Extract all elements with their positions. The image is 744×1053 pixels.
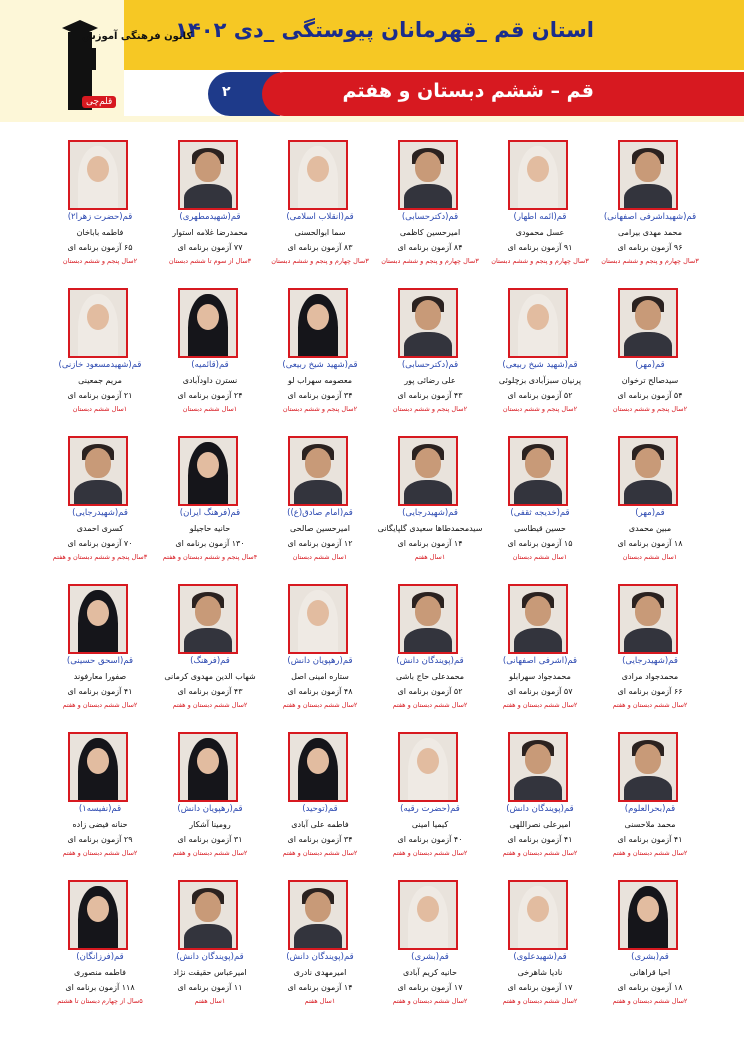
student-grade: ۲سال ششم دبستان و هفتم (612, 997, 688, 1005)
student-school: قم(نفیسه۱) (78, 804, 122, 814)
student-card (483, 584, 601, 724)
student-photo (178, 288, 238, 358)
student-card (483, 436, 601, 576)
student-school: قم(شهیدمسعود خازنی) (58, 360, 142, 370)
student-school: قم(رهپویان دانش) (177, 804, 243, 814)
student-card (593, 732, 711, 872)
student-card (153, 880, 271, 1020)
student-exam-count: ۲۱ آزمون برنامه ای (67, 391, 133, 400)
student-exam-count: ۵۲ آزمون برنامه ای (507, 391, 573, 400)
student-name: محمدجواد مرادی (621, 672, 679, 681)
student-card (593, 880, 711, 1020)
student-name: محمد مهدی بیرامی (617, 228, 683, 237)
student-grade: ۲سال پنجم و ششم دبستان (502, 405, 578, 413)
student-school: قم(اشرفی اصفهانی) (502, 656, 578, 666)
student-name: علی رضائی پور (404, 376, 456, 385)
student-school: قم(شهیدمطهری) (179, 212, 241, 222)
student-name: محمدعلی حاج باشی (395, 672, 465, 681)
student-exam-count: ۱۳۰ آزمون برنامه ای (175, 539, 245, 548)
student-school: قم(امام صادق(ع)) (287, 508, 353, 518)
student-exam-count: ۴۱ آزمون برنامه ای (507, 835, 573, 844)
student-school: قم(قائمیه) (191, 360, 229, 370)
student-school: قم(شهیدرجایی) (622, 656, 678, 666)
student-exam-count: ۴۳ آزمون برنامه ای (397, 391, 463, 400)
student-exam-count: ۱۷ آزمون برنامه ای (507, 983, 573, 992)
page-number: ۲ (222, 84, 231, 100)
student-name: ستاره امینی اصل (291, 672, 349, 681)
student-exam-count: ۴۱ آزمون برنامه ای (617, 835, 683, 844)
student-grade: ۲سال ششم دبستان و هفتم (392, 701, 468, 709)
student-photo (288, 288, 348, 358)
student-photo (68, 584, 128, 654)
student-grade: ۲سال پنجم و ششم دبستان (62, 257, 138, 265)
student-school: قم(اسحق حسینی) (66, 656, 134, 666)
student-grade: ۱سال ششم دبستان (72, 405, 128, 413)
student-name: امیرعباس حقیقت نژاد (173, 968, 247, 977)
student-card (483, 288, 601, 428)
student-grade: ۲سال ششم دبستان و هفتم (502, 701, 578, 709)
student-name: شهاب الدین مهدوی کرمانی (164, 672, 256, 681)
student-grade: ۴سال پنجم و ششم دبستان و هفتم (162, 553, 258, 561)
student-name: حانیه حاجیلو (189, 524, 231, 533)
student-grade: ۱سال ششم دبستان (292, 553, 348, 561)
student-school: قم(شهیدرجایی) (72, 508, 128, 518)
student-exam-count: ۱۷ آزمون برنامه ای (397, 983, 463, 992)
student-grade: ۲سال ششم دبستان و هفتم (392, 997, 468, 1005)
student-grade: ۳سال چهارم و پنجم و ششم دبستان (601, 257, 699, 265)
student-photo (508, 880, 568, 950)
student-card (43, 140, 161, 280)
student-grade: ۱سال هفتم (194, 997, 226, 1005)
student-name: کسری احمدی (76, 524, 124, 533)
student-grade: ۲سال پنجم و ششم دبستان (282, 405, 358, 413)
student-grade: ۲سال ششم دبستان و هفتم (282, 849, 358, 857)
student-grade: ۲سال ششم دبستان و هفتم (502, 849, 578, 857)
student-exam-count: ۱۸ آزمون برنامه ای (617, 539, 683, 548)
student-name: صفورا معارفوند (73, 672, 127, 681)
student-grade: ۱سال هفتم (414, 553, 446, 561)
student-exam-count: ۵۴ آزمون برنامه ای (617, 391, 683, 400)
student-name: مبین محمدی (628, 524, 672, 533)
page-title: استان قم _قهرمانان پیوستگی _دی ۱۴۰۲ (175, 18, 594, 42)
student-grade: ۲سال ششم دبستان و هفتم (62, 701, 138, 709)
student-exam-count: ۶۶ آزمون برنامه ای (617, 687, 683, 696)
student-name: محمدجواد سهرابلو (509, 672, 571, 681)
student-school: قم(دکترحسابی) (401, 360, 459, 370)
student-school: قم(شهیداشرفی اصفهانی) (603, 212, 697, 222)
student-name: عسل محمودی (515, 228, 565, 237)
student-school: قم(ائمه اطهار) (513, 212, 567, 222)
student-school: قم(بحرالعلوم) (624, 804, 676, 814)
student-grade: ۱سال ششم دبستان (512, 553, 568, 561)
student-exam-count: ۱۴ آزمون برنامه ای (287, 983, 353, 992)
student-card (263, 288, 381, 428)
student-card (263, 140, 381, 280)
student-card (153, 288, 271, 428)
student-grade: ۳سال چهارم و پنجم و ششم دبستان (491, 257, 589, 265)
student-exam-count: ۳۱ آزمون برنامه ای (177, 835, 243, 844)
student-grade: ۲سال ششم دبستان و هفتم (392, 849, 468, 857)
student-grade: ۱سال هفتم (304, 997, 336, 1005)
student-school: قم(بشری) (631, 952, 669, 962)
student-school: قم(مهر) (635, 360, 665, 370)
student-photo (288, 140, 348, 210)
student-card (263, 732, 381, 872)
student-exam-count: ۷۷ آزمون برنامه ای (177, 243, 243, 252)
student-school: قم(شهیدرجایی) (402, 508, 458, 518)
student-card (373, 288, 491, 428)
student-exam-count: ۲۴ آزمون برنامه ای (177, 391, 243, 400)
student-exam-count: ۱۱۸ آزمون برنامه ای (65, 983, 135, 992)
student-photo (398, 288, 458, 358)
student-school: قم(پویندگان دانش) (506, 804, 574, 814)
student-name: فاطمه علی آبادی (291, 820, 349, 829)
student-photo (178, 436, 238, 506)
student-grade: ۲سال ششم دبستان و هفتم (612, 701, 688, 709)
student-name: نسترن داودآبادی (182, 376, 238, 385)
student-photo (178, 880, 238, 950)
student-card (43, 880, 161, 1020)
student-card (593, 584, 711, 724)
student-photo (68, 436, 128, 506)
student-name: حانیه کریم آبادی (403, 968, 457, 977)
student-exam-count: ۱۲ آزمون برنامه ای (287, 539, 353, 548)
student-photo (288, 880, 348, 950)
student-card (483, 732, 601, 872)
student-grade: ۳سال چهارم و پنجم و ششم دبستان (271, 257, 369, 265)
student-exam-count: ۹۶ آزمون برنامه ای (617, 243, 683, 252)
student-name: معصومه سهراب لو (287, 376, 352, 385)
student-name: پرنیان سبزآبادی بزچلوئی (498, 376, 582, 385)
student-exam-count: ۸۴ آزمون برنامه ای (397, 243, 463, 252)
student-name: حنانه فیضی زاده (72, 820, 128, 829)
student-photo (508, 584, 568, 654)
student-exam-count: ۱۵ آزمون برنامه ای (507, 539, 573, 548)
student-exam-count: ۳۴ آزمون برنامه ای (287, 391, 353, 400)
student-exam-count: ۱۸ آزمون برنامه ای (617, 983, 683, 992)
student-grade: ۳سال از سوم تا ششم دبستان (168, 257, 252, 265)
student-photo (398, 436, 458, 506)
student-card (263, 584, 381, 724)
student-exam-count: ۱۱ آزمون برنامه ای (177, 983, 243, 992)
student-card (153, 732, 271, 872)
student-grade: ۲سال ششم دبستان و هفتم (172, 701, 248, 709)
page-subtitle: قم – ششم دبستان و هفتم (342, 80, 594, 102)
student-name: امیرحسین صالحی (290, 524, 350, 533)
student-name: سما ابوالحسنی (294, 228, 346, 237)
student-exam-count: ۴۸ آزمون برنامه ای (287, 687, 353, 696)
student-school: قم(حضرت رقیه) (400, 804, 460, 814)
student-photo (618, 140, 678, 210)
student-card (593, 288, 711, 428)
student-photo (288, 436, 348, 506)
student-exam-count: ۱۴ آزمون برنامه ای (397, 539, 463, 548)
student-exam-count: ۸۳ آزمون برنامه ای (287, 243, 353, 252)
student-photo (178, 732, 238, 802)
student-name: حسین قیطاسی (514, 524, 566, 533)
student-photo (288, 584, 348, 654)
student-grade: ۲سال ششم دبستان و هفتم (282, 701, 358, 709)
student-photo (398, 732, 458, 802)
student-school: قم(فرزانگان) (76, 952, 124, 962)
student-card (373, 732, 491, 872)
student-photo (618, 584, 678, 654)
student-photo (68, 288, 128, 358)
student-school: قم(مهر) (635, 508, 665, 518)
student-name: امیرحسین کاظمی (399, 228, 461, 237)
student-name: امیرعلی نصراللهی (509, 820, 571, 829)
student-school: قم(انقلاب اسلامی) (286, 212, 354, 222)
student-name: امیرمهدی نادری (293, 968, 347, 977)
student-name: مریم جمعینی (78, 376, 122, 385)
student-photo (398, 880, 458, 950)
student-photo (508, 436, 568, 506)
student-grade: ۲سال ششم دبستان و هفتم (62, 849, 138, 857)
student-card (263, 880, 381, 1020)
student-exam-count: ۵۲ آزمون برنامه ای (397, 687, 463, 696)
logo-badge: قلم‌چی (82, 96, 116, 108)
student-exam-count: ۶۵ آزمون برنامه ای (67, 243, 133, 252)
student-card (373, 880, 491, 1020)
student-name: سیدمحمدطاها سعیدی گلپایگانی (377, 524, 483, 533)
student-exam-count: ۹۱ آزمون برنامه ای (507, 243, 573, 252)
student-school: قم(پویندگان دانش) (286, 952, 354, 962)
student-photo (178, 584, 238, 654)
student-name: نادیا شاهرخی (517, 968, 563, 977)
student-school: قم(شهید شیخ ربیعی) (282, 360, 358, 370)
student-card (263, 436, 381, 576)
student-grade: ۲سال پنجم و ششم دبستان (392, 405, 468, 413)
student-grade: ۳سال چهارم و پنجم و ششم دبستان (381, 257, 479, 265)
student-photo (618, 436, 678, 506)
student-name: کیمیا امینی (411, 820, 449, 829)
student-card (373, 140, 491, 280)
student-photo (618, 880, 678, 950)
logo-text: کانون فرهنگی آموزش (82, 31, 193, 42)
student-photo (508, 140, 568, 210)
student-name: محمدرضا غلامه استوار (172, 228, 248, 237)
student-school: قم(حضرت زهرا۲) (67, 212, 133, 222)
student-name: فاطمه باباخان (76, 228, 124, 237)
student-card (483, 880, 601, 1020)
student-school: قم(شهید شیخ ربیعی) (502, 360, 578, 370)
student-photo (68, 880, 128, 950)
student-photo (178, 140, 238, 210)
student-photo (288, 732, 348, 802)
student-name: احیا قراهانی (629, 968, 671, 977)
student-photo (508, 732, 568, 802)
student-school: قم(دکترحسابی) (401, 212, 459, 222)
student-exam-count: ۴۱ آزمون برنامه ای (67, 687, 133, 696)
student-grade: ۳سال پنجم و ششم دبستان و هفتم (52, 553, 148, 561)
student-school: قم(خدیجه ثقفی) (510, 508, 570, 518)
student-grade: ۲سال پنجم و ششم دبستان (612, 405, 688, 413)
student-school: قم(فرهنگ ایران) (179, 508, 241, 518)
student-school: قم(شهیدعلوی) (513, 952, 567, 962)
student-grade: ۲سال ششم دبستان و هفتم (172, 849, 248, 857)
student-photo (398, 584, 458, 654)
student-school: قم(فرهنگ) (190, 656, 230, 666)
student-card (153, 140, 271, 280)
student-photo (508, 288, 568, 358)
student-photo (398, 140, 458, 210)
student-school: قم(بشری) (411, 952, 449, 962)
student-card (153, 436, 271, 576)
student-exam-count: ۷۰ آزمون برنامه ای (67, 539, 133, 548)
student-card (153, 584, 271, 724)
student-card (373, 436, 491, 576)
student-grade: ۵سال از چهارم دبستان تا هشتم (57, 997, 143, 1005)
student-photo (618, 288, 678, 358)
student-exam-count: ۲۹ آزمون برنامه ای (67, 835, 133, 844)
student-card (373, 584, 491, 724)
student-name: رومینا آشکار (189, 820, 231, 829)
student-card (43, 584, 161, 724)
student-photo (68, 140, 128, 210)
student-card (593, 436, 711, 576)
student-school: قم(پویندگان دانش) (396, 656, 464, 666)
student-grade: ۲سال ششم دبستان و هفتم (612, 849, 688, 857)
student-school: قم(توحید) (302, 804, 338, 814)
student-exam-count: ۵۷ آزمون برنامه ای (507, 687, 573, 696)
student-name: سیدصالح ترخوان (621, 376, 679, 385)
student-photo (68, 732, 128, 802)
student-exam-count: ۴۰ آزمون برنامه ای (397, 835, 463, 844)
student-card (43, 732, 161, 872)
student-grade: ۱سال ششم دبستان (182, 405, 238, 413)
student-photo (618, 732, 678, 802)
student-grade: ۱سال ششم دبستان (622, 553, 678, 561)
student-exam-count: ۳۴ آزمون برنامه ای (287, 835, 353, 844)
student-school: قم(رهپویان دانش) (287, 656, 353, 666)
student-school: قم(پویندگان دانش) (176, 952, 244, 962)
student-card (43, 436, 161, 576)
student-card (43, 288, 161, 428)
student-card (483, 140, 601, 280)
student-exam-count: ۴۳ آزمون برنامه ای (177, 687, 243, 696)
student-grade: ۲سال ششم دبستان و هفتم (502, 997, 578, 1005)
student-name: فاطمه منصوری (74, 968, 126, 977)
student-name: محمد ملاحسنی (624, 820, 676, 829)
student-card (593, 140, 711, 280)
